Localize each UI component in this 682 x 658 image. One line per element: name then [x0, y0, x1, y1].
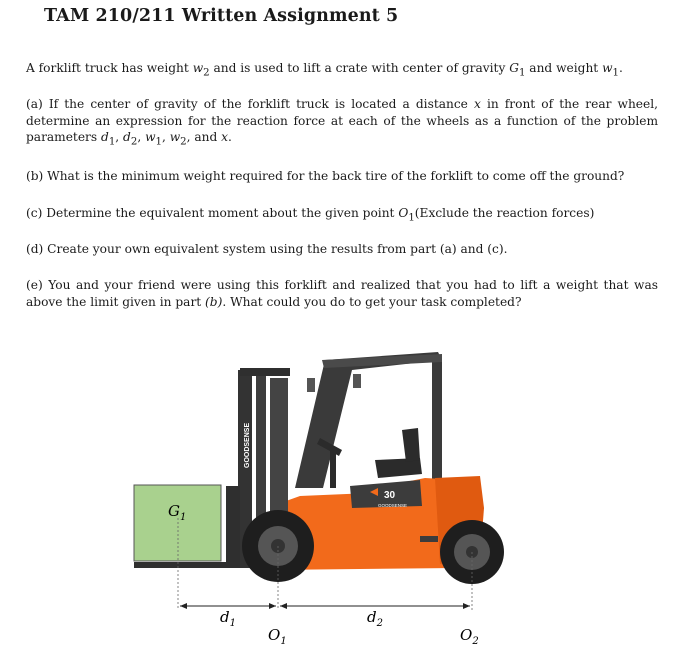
crate-label: $G_1$: [168, 502, 187, 523]
math-x: x: [221, 130, 229, 144]
part-a-text: in front of the rear wheel, determine an expression for the reaction force at each of the wheels as a function of the problem parameters: [26, 97, 658, 144]
assignment-title: TAM 210/211 Written Assignment 5: [44, 6, 399, 26]
math-o1: O: [398, 206, 409, 220]
crate: [134, 485, 221, 561]
math-w2: w: [192, 61, 204, 75]
model-number: 30: [384, 490, 396, 501]
body-brand: GOODSENSE: [378, 503, 408, 508]
part-a-text: .: [228, 130, 232, 144]
part-c-text: (c) Determine the equivalent moment about the given point: [26, 206, 399, 220]
math-w1: w: [145, 130, 156, 144]
d2-label: $d_2$: [367, 608, 383, 629]
intro-text: .: [618, 61, 623, 75]
part-b-paragraph: (b) What is the minimum weight required for the back tire of the forklift to come off the ground?: [26, 169, 625, 183]
d1-label: $d_1$: [220, 608, 236, 629]
part-a-text: ,: [161, 130, 170, 144]
math-sub: 2: [130, 136, 138, 148]
math-d1: d: [101, 130, 109, 144]
forklift-figure: [120, 338, 560, 653]
part-a-text: ,: [115, 130, 124, 144]
mirror-right: [353, 374, 361, 388]
fork: [134, 562, 234, 568]
intro-paragraph: [26, 60, 658, 82]
math-sub: 1: [518, 67, 526, 79]
math-sub: 2: [180, 136, 187, 148]
part-c-paragraph: [26, 205, 658, 227]
math-sub: 2: [203, 67, 210, 79]
intro-text: A forklift truck has weight: [26, 61, 193, 75]
math-w2: w: [169, 130, 181, 144]
math-sub: 1: [108, 136, 116, 148]
part-a-text: , and: [186, 130, 222, 144]
part-e-text: (e) You and your friend were using this forklift and realized that you had to lift a weight that was above the limit given in part: [26, 278, 658, 309]
part-e-text: . What could you do to get your task completed?: [222, 294, 522, 309]
cab-frame-rear: [432, 356, 442, 488]
math-g1: G: [509, 61, 519, 75]
math-d2: d: [123, 130, 131, 144]
mirror-left: [307, 378, 315, 392]
steering-column: [330, 448, 336, 488]
math-sub: 1: [408, 212, 415, 224]
part-a-text: (a) If the center of gravity of the forklift truck is located a distance: [26, 97, 474, 111]
o1-label: $O_1$: [268, 626, 287, 647]
math-sub: 1: [612, 67, 619, 79]
math-x: x: [473, 97, 481, 111]
forklift-diagram: [120, 338, 560, 653]
seat-back: [402, 428, 420, 462]
step: [420, 536, 438, 542]
mast-crossbar: [240, 368, 290, 376]
math-w1: w: [602, 61, 613, 75]
part-a-paragraph: [26, 96, 658, 151]
math-sub: 1: [155, 136, 162, 148]
mast-brand: GOODSENSE: [244, 422, 251, 468]
part-a-text: ,: [137, 130, 146, 144]
seat: [375, 458, 422, 478]
part-e-paragraph: [26, 277, 658, 310]
part-ref: (b): [205, 294, 223, 309]
intro-text: and weight: [525, 61, 603, 75]
part-c-text: (Exclude the reaction forces): [414, 206, 595, 220]
part-d-paragraph: (d) Create your own equivalent system using the results from part (a) and (c).: [26, 242, 508, 256]
fork-carriage: [226, 486, 240, 568]
o2-label: $O_2$: [460, 626, 479, 647]
intro-text: and is used to lift a crate with center of gravity: [209, 61, 510, 75]
